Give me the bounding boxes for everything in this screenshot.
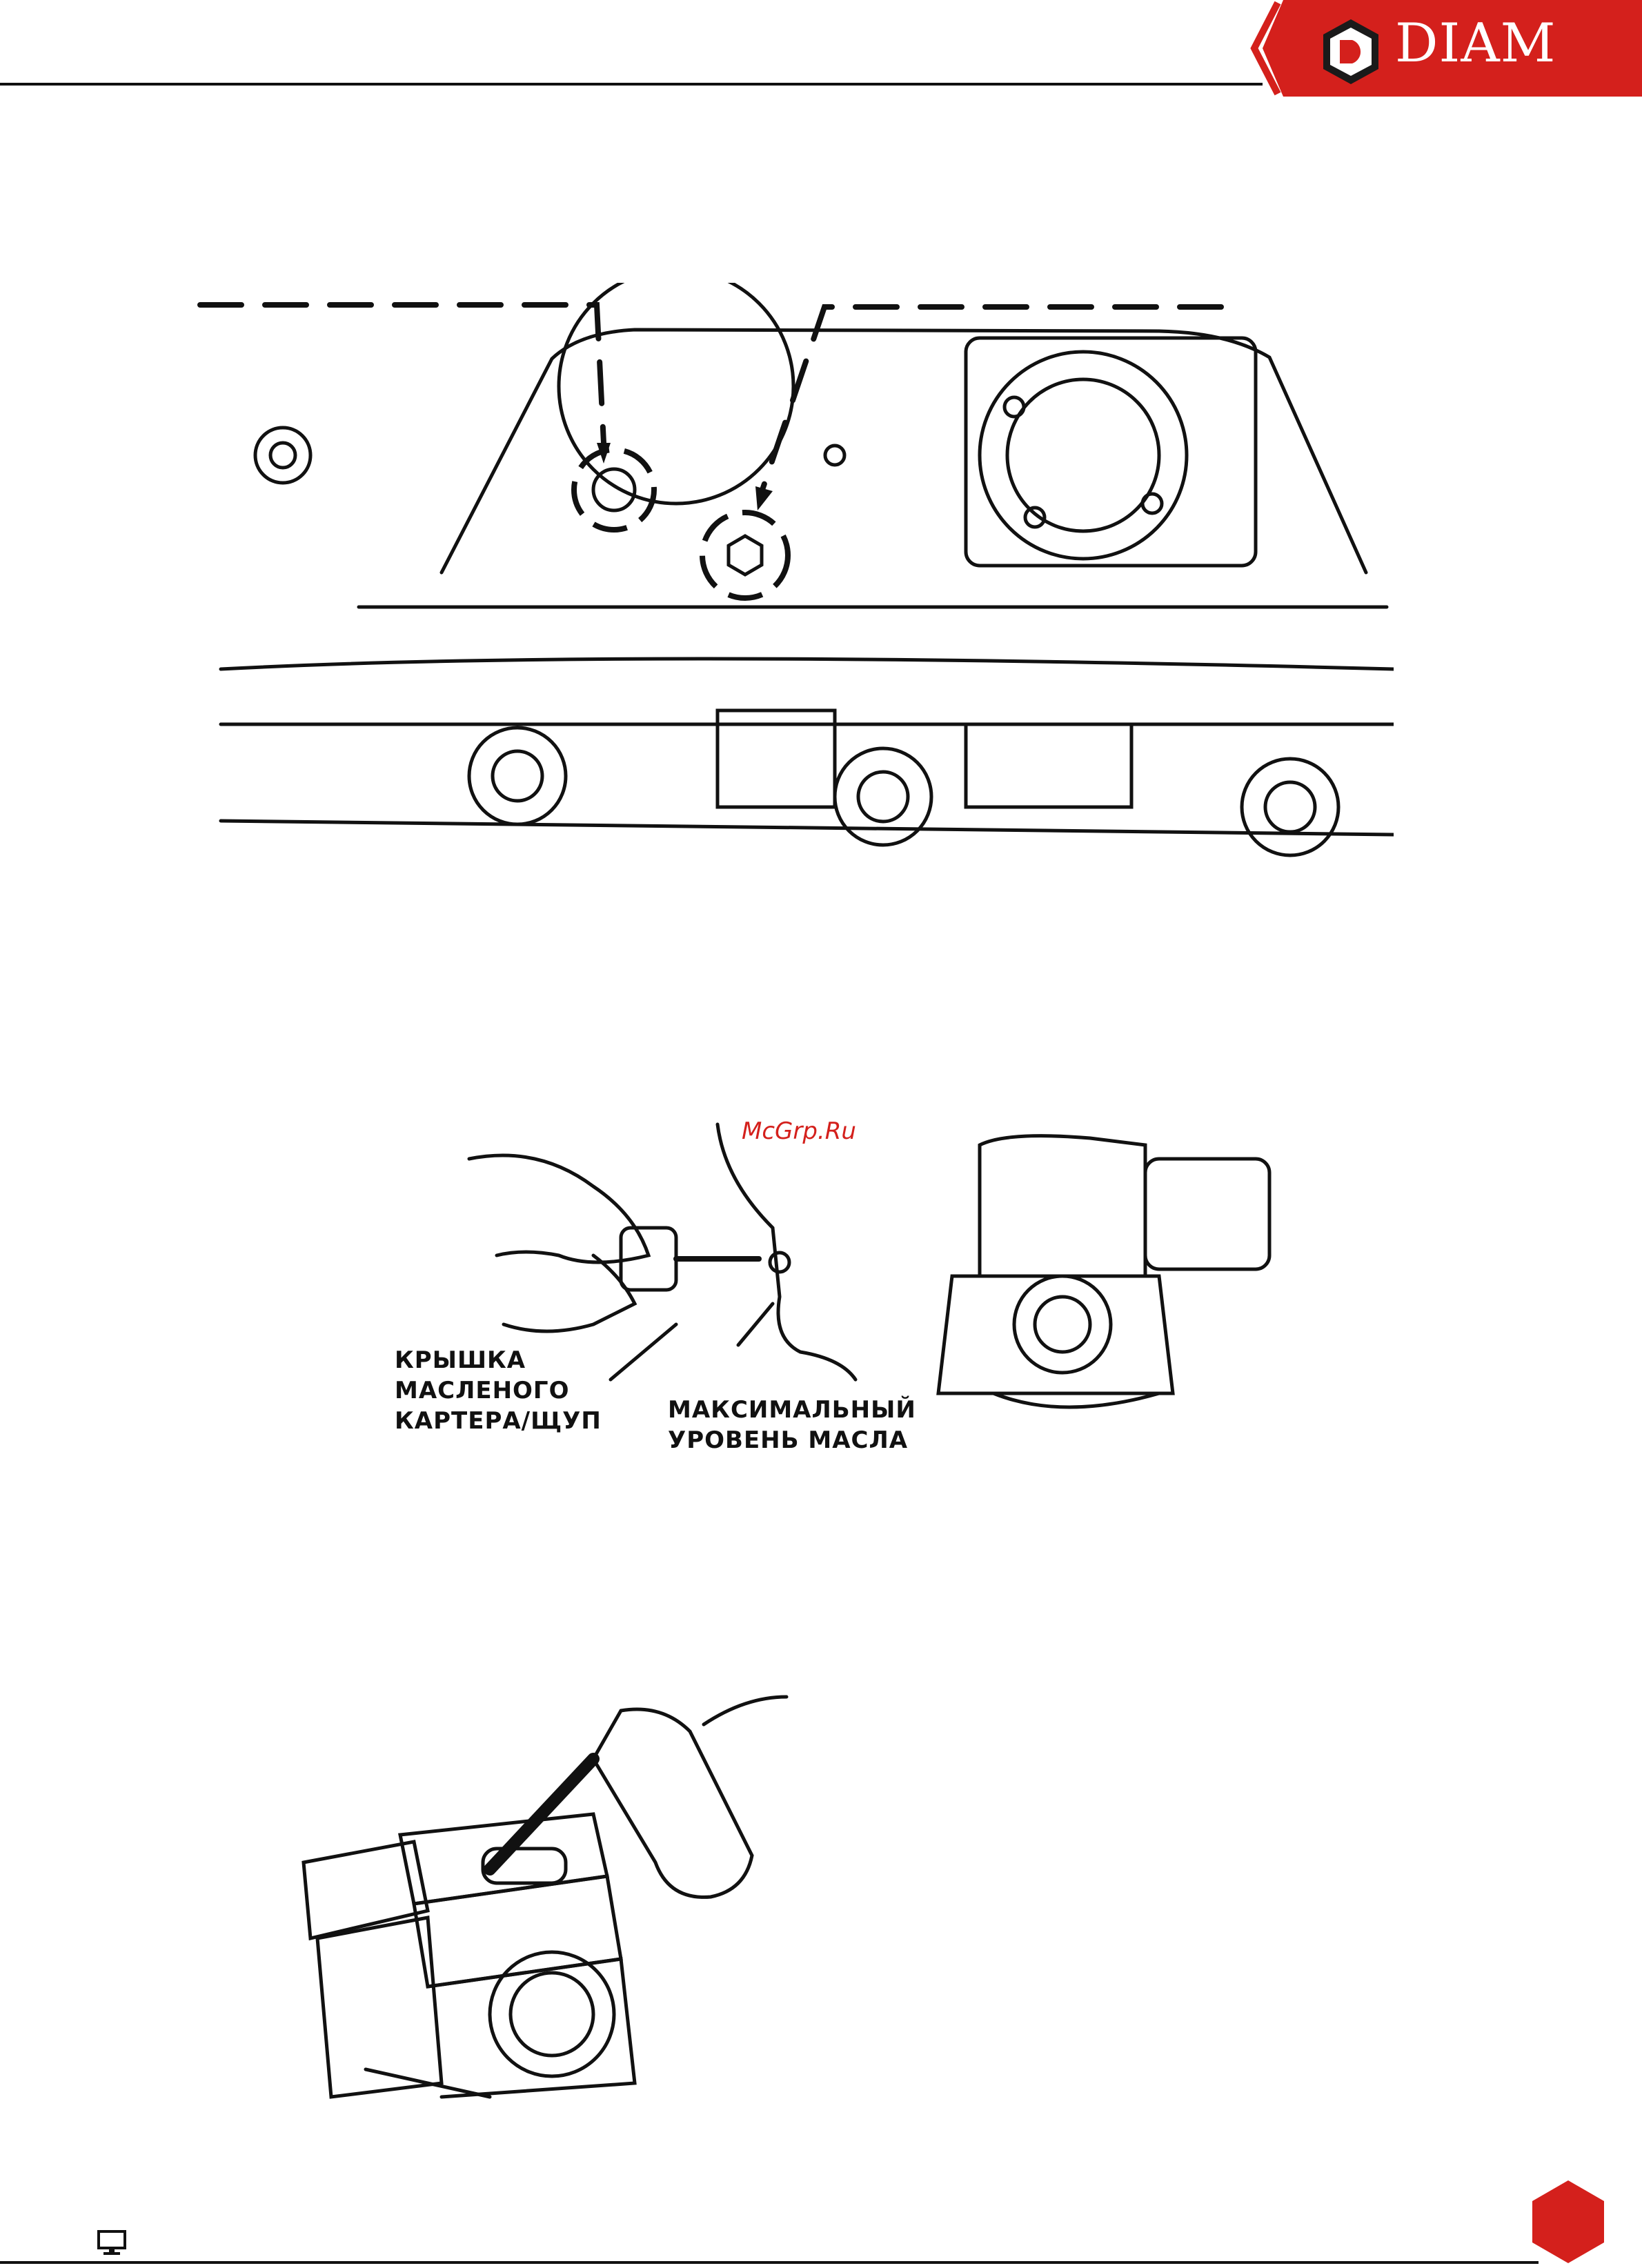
watermark: McGrp.Ru: [742, 1117, 856, 1145]
label-oil-cap-line3: КАРТЕРА/ЩУП: [395, 1407, 602, 1435]
header-rule: [0, 83, 1263, 86]
label-oil-cap: [395, 1345, 602, 1436]
label-max-level-line2: УРОВЕНЬ МАСЛА: [668, 1426, 909, 1454]
engine-illustration: [262, 1683, 828, 2111]
drain-plug-icon: [574, 450, 654, 530]
brand-logo: [1235, 0, 1642, 103]
fill-plug-icon: [702, 513, 788, 598]
label-oil-cap-line1: КРЫШКА: [395, 1346, 526, 1374]
label-max-level: [668, 1395, 916, 1455]
figure-dipstick: [386, 1117, 1311, 1476]
brand-name: DIAM: [1395, 12, 1556, 74]
figure-filling: [262, 1683, 828, 2111]
engine-cover-illustration: [193, 283, 1394, 876]
page-badge: [1530, 2178, 1606, 2265]
figure-drain-plugs: [193, 283, 1394, 876]
label-oil-cap-line2: МАСЛЕНОГО: [395, 1377, 570, 1404]
monitor-icon: [97, 2229, 127, 2257]
footer-rule: [0, 2261, 1539, 2264]
oil-can-icon: [490, 1697, 787, 1897]
label-max-level-line1: МАКСИМАЛЬНЫЙ: [668, 1396, 916, 1424]
